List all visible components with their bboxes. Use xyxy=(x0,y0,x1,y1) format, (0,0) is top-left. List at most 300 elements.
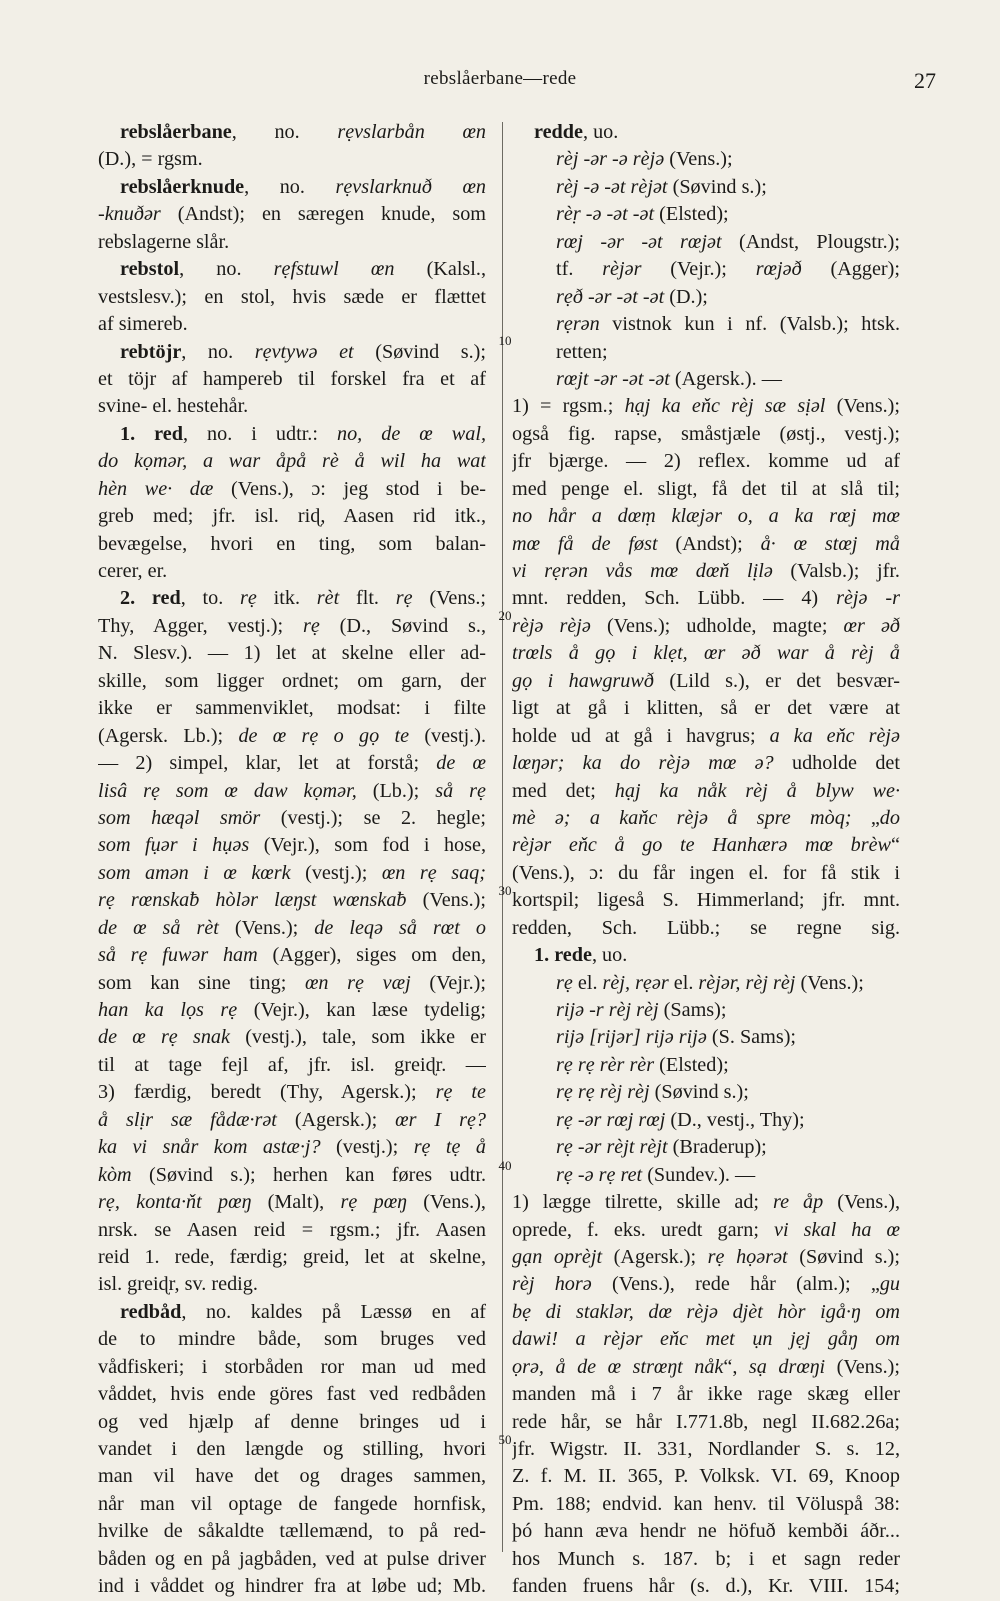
dialect-form: mœ få de føst xyxy=(512,532,658,555)
dialect-form: rèjə -r xyxy=(836,587,900,610)
text-line xyxy=(98,750,486,777)
text-line xyxy=(512,366,900,393)
dialect-form: rẹvtywə et xyxy=(254,340,354,363)
dialect-form: trœls å gọ i klẹt, œr əð war å rèj å xyxy=(512,642,900,665)
text-line xyxy=(98,1436,486,1463)
left-column xyxy=(98,119,486,1601)
text-run: (Vens.); xyxy=(664,148,733,171)
text-run: båden og en på jagbåden, ved at pulse driver xyxy=(98,1547,486,1570)
text-line xyxy=(98,1409,486,1436)
dialect-form: -knuðər xyxy=(98,203,161,226)
dialect-form: rijə [rijər] rijə rijə xyxy=(556,1026,707,1049)
text-line xyxy=(98,942,486,969)
headword: 1. red xyxy=(120,422,183,445)
text-run: (Vens.); xyxy=(795,971,864,994)
text-run: ikke er sammenviklet, modsat: i filte xyxy=(98,697,486,720)
text-run: rebslagerne slår. xyxy=(98,230,230,253)
text-run: af simereb. xyxy=(98,313,188,336)
text-run: , no. xyxy=(231,121,338,143)
text-run: (Agger); xyxy=(801,258,900,281)
dialect-form: de œ rẹ snak xyxy=(98,1026,230,1049)
dialect-form: hạj ka eňc rèj sæ sịəl xyxy=(624,395,826,418)
text-line xyxy=(512,339,900,366)
text-line xyxy=(512,256,900,283)
text-line xyxy=(512,1299,900,1326)
text-line xyxy=(98,1491,486,1518)
text-run: (Agger), siges om den, xyxy=(257,944,486,967)
text-line xyxy=(98,805,486,832)
text-line xyxy=(98,1381,486,1408)
text-line xyxy=(98,284,486,311)
dialect-form: som fụər i hụəs xyxy=(98,834,250,857)
text-line xyxy=(512,1354,900,1381)
dialect-form: rẹ, konta·ňt pœŋ xyxy=(98,1191,252,1214)
dialect-form: ọrə, å de œ strœŋt nåk xyxy=(512,1355,724,1378)
text-run: vistnok kun i nf. (Valsb.); htsk. xyxy=(599,313,900,336)
text-line xyxy=(98,119,486,146)
text-run: til at tage fejl af, jfr. isl. greiɖr. — xyxy=(98,1053,486,1076)
text-run: el. xyxy=(668,971,699,994)
text-run: (Vens.; xyxy=(412,587,486,610)
text-line xyxy=(98,1271,486,1298)
text-run: (Lb.); xyxy=(356,779,436,802)
headword: rebslåerknude xyxy=(120,175,245,198)
text-run: “ xyxy=(891,834,900,857)
text-run: (Elsted); xyxy=(654,203,729,226)
text-line xyxy=(98,1079,486,1106)
text-run: Thy, Agger, vestj.); xyxy=(98,614,303,637)
dialect-form: rœj -ər -ət rœjət xyxy=(556,230,722,253)
text-run: (D., vestj., Thy); xyxy=(665,1108,805,1131)
text-run: (Vens.), ɔ: jeg stod i be- xyxy=(213,477,486,500)
dialect-form: rẹ rœnskaƀ hòlər læŋst wœnskaƀ xyxy=(98,889,407,912)
text-run: vådfiskeri; i storbåden ror man ud med xyxy=(98,1355,486,1378)
text-run: Pm. 188; endvid. kan henv. til Völuspå 38: xyxy=(512,1492,900,1515)
text-run: — 2) simpel, klar, let at forstå; xyxy=(98,752,437,775)
text-run: (Vens.); xyxy=(825,395,900,418)
text-run: holde ud at gå i havgrus; xyxy=(512,724,770,747)
text-line xyxy=(98,1546,486,1573)
text-line xyxy=(98,201,486,228)
dialect-form: rijə -r rèj rèj xyxy=(556,999,659,1021)
text-line xyxy=(512,1271,900,1298)
text-line xyxy=(512,805,900,832)
text-line xyxy=(512,585,900,612)
text-run: flt. xyxy=(339,587,396,610)
text-run: , uo. xyxy=(591,944,628,967)
dialect-form: rèjər xyxy=(602,258,642,281)
text-line xyxy=(98,1217,486,1244)
dialect-form: rẹ xyxy=(302,614,320,637)
text-run: “, xyxy=(723,1355,749,1378)
headword: rebstol xyxy=(120,258,180,281)
text-line xyxy=(98,1463,486,1490)
text-line xyxy=(98,997,486,1024)
text-run: (Vens.), xyxy=(406,1191,486,1214)
dialect-form: å slịr sæ fådæ·rət xyxy=(98,1108,277,1131)
dialect-form: de œ rẹ o gọ te xyxy=(238,724,410,747)
dialect-form: rèt xyxy=(316,587,340,610)
text-line xyxy=(98,887,486,914)
text-run: også fig. rapse, småstjæle (østj., vestj.); xyxy=(512,422,900,445)
text-line xyxy=(512,421,900,448)
line-number: 40 xyxy=(498,1158,512,1173)
text-run: (Vens.); xyxy=(406,889,486,912)
text-run: kortspil; ligeså S. Himmerland; jfr. mnt. xyxy=(512,889,900,912)
text-run: skille, som ligger ordnet; om garn, der xyxy=(98,669,486,692)
dialect-form: hạj ka nåk rèj å blyw we· xyxy=(614,779,900,802)
text-run: (Braderup); xyxy=(667,1136,767,1159)
text-line xyxy=(98,723,486,750)
text-line xyxy=(98,613,486,640)
dialect-form: rẹrən xyxy=(556,313,600,336)
dialect-form: rẹ tẹ å xyxy=(413,1136,486,1159)
text-line xyxy=(98,229,486,256)
text-line xyxy=(98,668,486,695)
text-line xyxy=(98,1189,486,1216)
text-line xyxy=(98,1052,486,1079)
text-line xyxy=(512,146,900,173)
text-run: tf. xyxy=(556,258,603,281)
text-run: isl. greiɖr, sv. redig. xyxy=(98,1273,258,1296)
text-run: (Sundev.). — xyxy=(642,1163,756,1186)
text-line xyxy=(512,1052,900,1079)
text-run: , no. xyxy=(181,340,255,363)
text-line xyxy=(98,339,486,366)
text-run: (Valsb.); jfr. xyxy=(772,560,900,582)
text-run: (Andst); xyxy=(657,532,761,555)
dialect-form: han ka lọs rẹ xyxy=(98,999,238,1021)
text-line xyxy=(512,1079,900,1106)
text-line xyxy=(98,860,486,887)
right-column xyxy=(512,119,900,1601)
text-run: (Lild s.), er det besvær- xyxy=(653,669,900,692)
dialect-form: de œ xyxy=(436,752,486,775)
dialect-form: rẹ -ə rẹ ret xyxy=(556,1163,643,1186)
text-run: (vestj.). xyxy=(409,724,486,747)
text-run: som kan sine ting; xyxy=(98,971,305,994)
dialect-form: rẹ họərət xyxy=(707,1245,788,1268)
text-run: (S. Sams); xyxy=(706,1026,797,1049)
text-line xyxy=(98,1573,486,1600)
text-run: 1) lægge tilrette, skille ad; xyxy=(512,1191,774,1214)
text-line xyxy=(98,531,486,558)
text-line xyxy=(98,146,486,173)
text-run: itk. xyxy=(256,587,317,610)
text-line xyxy=(512,1162,900,1189)
text-line xyxy=(512,558,900,585)
dialect-form: rèj horə xyxy=(512,1273,592,1296)
dialect-form: så rẹ fuwər ham xyxy=(98,944,258,967)
headword: redde xyxy=(534,121,583,143)
dialect-form: sạ drœŋi xyxy=(748,1355,826,1378)
text-run: (Søvind s.); xyxy=(353,340,486,363)
text-line xyxy=(98,503,486,530)
text-run: jfr. Wigstr. II. 331, Nordlander S. s. 12, xyxy=(512,1438,900,1460)
text-run: (Malt), xyxy=(251,1191,341,1214)
text-line xyxy=(98,1354,486,1381)
text-line xyxy=(512,1491,900,1518)
text-line xyxy=(512,229,900,256)
dialect-form: dawi! a rèjər eňc met ụn jẹj gåŋ om xyxy=(512,1328,900,1351)
dialect-form: gọ i hawgruwð xyxy=(512,669,654,692)
dialect-form: så rẹ xyxy=(435,779,486,802)
dialect-form: rœjəð xyxy=(755,258,802,281)
dialect-form: rẹvslarknuð œn xyxy=(335,175,486,198)
dialect-form: œr əð xyxy=(843,614,900,637)
text-line xyxy=(98,970,486,997)
text-line xyxy=(98,1107,486,1134)
dialect-form: œr I rẹ? xyxy=(395,1108,486,1131)
text-line xyxy=(512,393,900,420)
text-run: hvilke de såkaldte tællemænd, to på red- xyxy=(98,1520,486,1543)
text-line xyxy=(512,476,900,503)
text-line xyxy=(98,366,486,393)
text-line xyxy=(512,1381,900,1408)
dialect-form: som hæqəl smör xyxy=(98,806,261,829)
dialect-form: rẹ rẹ rèr rèr xyxy=(556,1053,655,1076)
text-line xyxy=(98,832,486,859)
dialect-form: rèj, rẹər xyxy=(602,971,669,994)
text-run: (Andst); en særegen knude, som xyxy=(160,203,486,226)
text-run: redden, Sch. Lübb.; se regne sig. xyxy=(512,916,900,939)
text-run: N. Slesv.). — 1) let at skelne eller ad- xyxy=(98,642,486,665)
text-run: (Vens.); xyxy=(218,916,315,939)
text-line xyxy=(98,256,486,283)
text-run: , no. xyxy=(244,175,336,198)
dialect-form: som amən i œ kœrk xyxy=(98,861,291,884)
text-line xyxy=(512,1409,900,1436)
dialect-form: vi rẹrən vås mœ dœň lịlə xyxy=(512,560,773,582)
text-run: med penge el. sligt, få det til at slå til; xyxy=(512,477,900,500)
line-number: 30 xyxy=(498,883,512,898)
text-run: , no. i udtr.: xyxy=(182,422,337,445)
headword: rebslåerbane xyxy=(120,121,232,143)
dialect-form: rẹ xyxy=(395,587,413,610)
text-line xyxy=(512,695,900,722)
headword: redbåd xyxy=(120,1300,182,1323)
text-line xyxy=(98,695,486,722)
text-run: manden må i 7 år ikke rage skæg eller xyxy=(512,1383,900,1406)
text-line xyxy=(98,1244,486,1271)
page-number: 27 xyxy=(914,68,936,93)
dialect-form: œn rẹ væj xyxy=(304,971,411,994)
text-run: 3) færdig, beredt (Thy, Agersk.); xyxy=(98,1081,436,1104)
dialect-form: rẹ pœŋ xyxy=(340,1191,407,1214)
dialect-form: rẹ -ər rœj rœj xyxy=(556,1108,666,1131)
text-run: (Agersk.); xyxy=(602,1245,708,1268)
text-run: mnt. redden, Sch. Lübb. — 4) xyxy=(512,587,837,610)
text-line xyxy=(98,1326,486,1353)
dialect-form: no, de œ wal, xyxy=(336,422,486,445)
dialect-form: rèjər eňc å go te Hanhærə mœ brèw xyxy=(512,834,892,857)
line-number: 10 xyxy=(498,333,512,348)
text-run: (Elsted); xyxy=(654,1053,729,1076)
text-line xyxy=(512,942,900,969)
text-run: de to mindre både, som bruges ved xyxy=(98,1328,486,1351)
text-run: (Søvind s.); xyxy=(667,175,767,198)
text-line xyxy=(512,1134,900,1161)
text-line xyxy=(98,1299,486,1326)
dialect-form: rẹ rẹ rèj rèj xyxy=(556,1081,650,1104)
text-run: (Vens.), xyxy=(823,1191,900,1214)
text-run: (Søvind s.); xyxy=(649,1081,749,1104)
dialect-form: œn rẹ saq; xyxy=(381,861,486,884)
text-line xyxy=(512,311,900,338)
dialect-form: rẹfstuwl œn xyxy=(273,258,395,281)
line-number: 20 xyxy=(498,608,512,623)
text-line xyxy=(98,1162,486,1189)
text-run: (D., Søvind s., xyxy=(319,614,486,637)
text-run: hos Munch s. 187. b; i et sagn reder xyxy=(512,1547,900,1570)
text-run: våddet, hvis ende göres fast ved redbåden xyxy=(98,1383,486,1406)
dialect-form: rẹ -ər rèjt rèjt xyxy=(556,1136,668,1159)
text-run: el. xyxy=(572,971,603,994)
text-run: svine- el. hestehår. xyxy=(98,395,249,418)
text-line xyxy=(512,1189,900,1216)
text-run: (Agersk. Lb.); xyxy=(98,724,239,747)
dialect-form: rẹ te xyxy=(435,1081,486,1104)
text-line xyxy=(98,1024,486,1051)
text-run: rede hår, se hår I.771.8b, negl II.682.26a; xyxy=(512,1410,900,1433)
text-line xyxy=(512,1436,900,1463)
text-run: , to. xyxy=(180,587,241,610)
text-line xyxy=(512,750,900,777)
text-run: (Søvind s.); xyxy=(787,1245,900,1268)
line-number: 50 xyxy=(498,1432,512,1447)
text-line xyxy=(512,1518,900,1545)
text-line xyxy=(512,1244,900,1271)
text-run: (Vens.); udholde, magte; xyxy=(590,614,844,637)
dialect-form: a ka eňc rèjə xyxy=(769,724,900,747)
text-line xyxy=(512,1217,900,1244)
text-run: Z. f. M. II. 365, P. Volksk. VI. 69, Knoop xyxy=(512,1465,900,1488)
text-run: udholde det xyxy=(773,752,900,775)
dialect-form: rèj -ə -ət rèjət xyxy=(556,175,668,198)
running-head: rebslåerbane—rede xyxy=(423,68,577,89)
text-run: ligt at gå i klitten, så er det være at xyxy=(512,697,900,720)
text-run: (Vejr.); xyxy=(410,971,486,994)
dialect-form: rèjər, rèj rèj xyxy=(698,971,796,994)
text-line xyxy=(98,585,486,612)
text-run: man vil have det og drages sammen, xyxy=(98,1465,486,1488)
text-line xyxy=(512,778,900,805)
text-run: (vestj.); xyxy=(320,1136,414,1159)
text-run: þó hann æva hendr ne höfuð kembði áðr... xyxy=(512,1520,900,1543)
text-line xyxy=(512,119,900,146)
text-line xyxy=(512,887,900,914)
text-line xyxy=(512,970,900,997)
text-run: (D.), = rgsm. xyxy=(98,148,203,171)
dialect-form: gu xyxy=(879,1273,900,1296)
text-line xyxy=(512,640,900,667)
dialect-form: bẹ di staklər, dœ rèjə djèt hòr igå·ŋ om xyxy=(512,1300,900,1323)
dialect-form: re åp xyxy=(773,1191,824,1214)
text-run: vestslesv.); en stol, hvis sæde er flættet xyxy=(98,285,486,308)
text-line xyxy=(512,1326,900,1353)
dialect-form: gạn oprèjt xyxy=(512,1245,603,1268)
text-line xyxy=(512,613,900,640)
text-run: (Vejr.), kan læse tydelig; xyxy=(237,999,486,1021)
dialect-form: rèṛ -ə -ət -ət xyxy=(556,203,655,226)
text-run: bevægelse, hvori en ting, som balan- xyxy=(98,532,486,555)
text-line xyxy=(98,476,486,503)
text-run: (vestj.); xyxy=(290,861,382,884)
dialect-form: hèn we· dæ xyxy=(98,477,214,500)
text-run: retten; xyxy=(556,340,608,363)
text-line xyxy=(512,201,900,228)
text-line xyxy=(512,1546,900,1573)
text-run: , uo. xyxy=(582,121,619,143)
text-line xyxy=(512,723,900,750)
text-line xyxy=(512,832,900,859)
dialect-form: rèjə rèjə xyxy=(512,614,591,637)
text-run: cerer, er. xyxy=(98,560,168,582)
dialect-form: do kọmər, a war åpå rè å wil ha wat xyxy=(98,450,486,473)
text-line xyxy=(512,668,900,695)
text-run: (Andst, Plougstr.); xyxy=(721,230,900,253)
text-run: (Vens.), ɔ: du får ingen el. for få stik i xyxy=(512,861,900,884)
text-line xyxy=(512,1107,900,1134)
dialect-form: rœjt -ər -ət -ət xyxy=(556,367,670,390)
text-run: (Vejr.); xyxy=(641,258,756,281)
text-run: greb med; jfr. isl. riɖ, Aasen rid itk., xyxy=(98,505,486,528)
text-run: (Agersk.). — xyxy=(669,367,782,390)
headword: rebtöjr xyxy=(120,340,182,363)
text-line xyxy=(512,1573,900,1600)
text-line xyxy=(98,448,486,475)
text-line xyxy=(512,997,900,1024)
text-run: fanden fruens hår (s. d.), Kr. VIII. 154; xyxy=(512,1575,900,1598)
text-line xyxy=(98,640,486,667)
dialect-form: do xyxy=(879,806,900,829)
dialect-form: kòm xyxy=(98,1163,132,1186)
text-run: med det; xyxy=(512,779,615,802)
text-run: og ved hjælp af denne bringes ud i xyxy=(98,1410,486,1433)
text-run: 1) = rgsm.; xyxy=(512,395,625,418)
text-run: , no. xyxy=(179,258,274,281)
text-line xyxy=(98,778,486,805)
text-run: (Agersk.); xyxy=(276,1108,396,1131)
text-run: (Vens.); xyxy=(825,1355,900,1378)
text-run: vandet i den længde og stilling, hvori xyxy=(98,1438,486,1460)
text-line xyxy=(512,1024,900,1051)
text-line xyxy=(512,503,900,530)
text-run: oprede, f. eks. uredt garn; xyxy=(512,1218,775,1241)
text-line xyxy=(98,1518,486,1545)
headword: 2. red xyxy=(120,587,181,610)
text-run: reid 1. rede, færdig; greid, let at skelne, xyxy=(98,1245,486,1268)
dialect-form: no hår a dœṃ klæjər o, a ka rœj mœ xyxy=(512,505,900,528)
text-run: (Vens.), rede hår (alm.); „ xyxy=(591,1273,880,1296)
text-run: nrsk. se Aasen reid = rgsm.; jfr. Aasen xyxy=(98,1218,486,1241)
text-line xyxy=(512,531,900,558)
dialect-form: de leqə så rœt o xyxy=(314,916,486,939)
headword: 1. rede xyxy=(534,944,592,967)
dialect-form: ka vi snår kom astæ·j? xyxy=(98,1136,321,1159)
text-run: et töjr af hampereb til forskel fra et af xyxy=(98,367,486,390)
dialect-form: lœŋər; ka do rèjə mœ ə? xyxy=(512,752,774,775)
dialect-form: rẹð -ər -ət -ət xyxy=(556,285,665,308)
text-run: (Søvind s.); herhen kan føres udtr. xyxy=(131,1163,486,1186)
dialect-form: å· œ stœj må xyxy=(760,532,900,555)
text-run: (Sams); xyxy=(658,999,727,1021)
dialect-form: rẹvslarbån œn xyxy=(337,121,486,143)
text-line xyxy=(98,311,486,338)
text-run: (vestj.), tale, som ikke er xyxy=(229,1026,486,1049)
text-line xyxy=(98,421,486,448)
text-line xyxy=(512,915,900,942)
